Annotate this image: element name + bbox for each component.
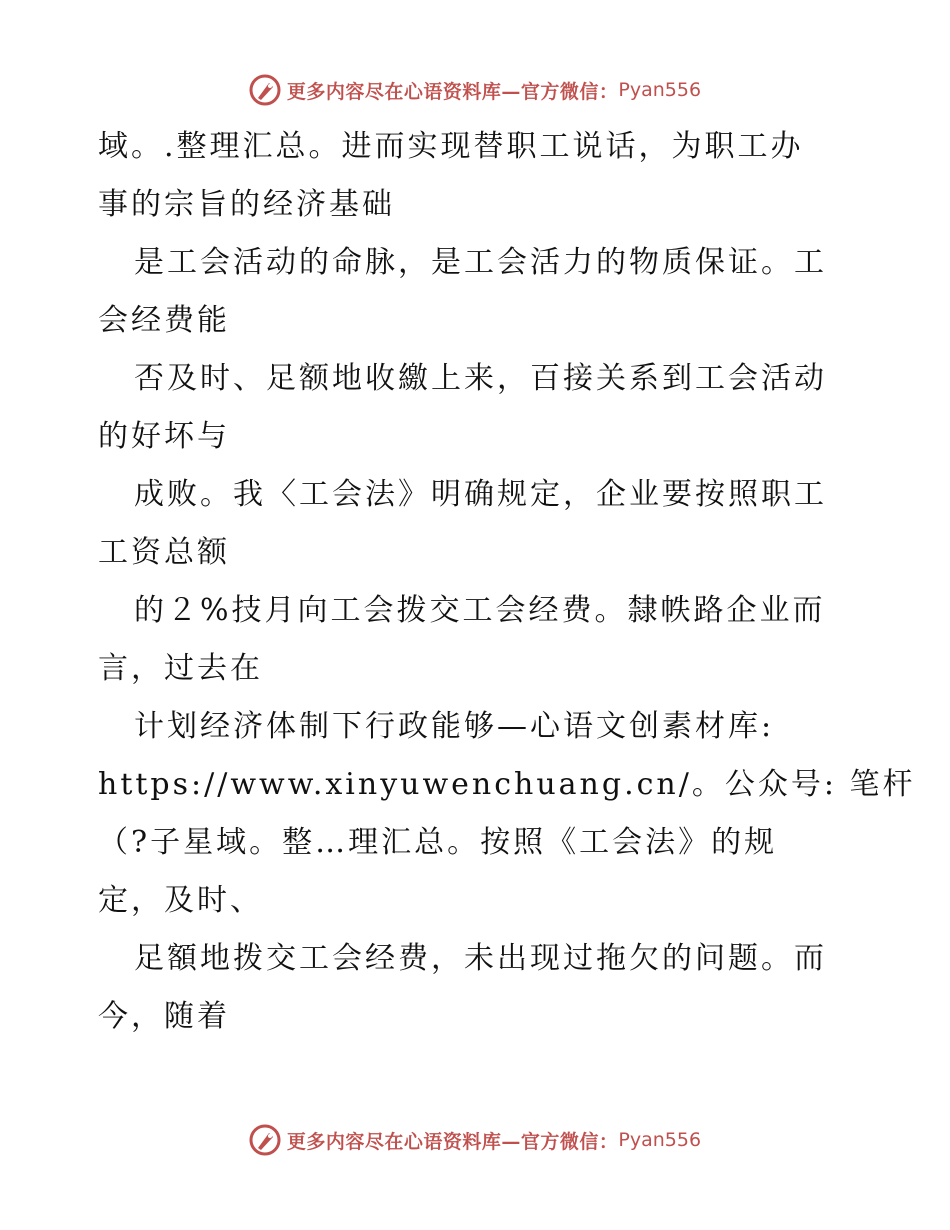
pen-nib-logo-icon <box>249 74 281 106</box>
watermark-text: 更多内容尽在心语资料库—官方微信： <box>286 1130 619 1153</box>
watermark-contact: Pyan556 <box>618 79 702 101</box>
text-line: 计划经济体制下行政能够—心语文创素材库: <box>134 709 775 744</box>
footer-watermark-banner <box>0 1120 950 1160</box>
header-watermark-banner <box>0 70 950 110</box>
text-line: 会经费能 <box>98 303 230 338</box>
watermark-text: 更多内容尽在心语资料库—官方微信： <box>286 80 619 103</box>
text-line: 言，过去在 <box>98 651 263 686</box>
text-line: 今，随着 <box>98 999 230 1034</box>
pen-nib-logo-icon <box>249 1124 281 1156</box>
text-line: 域。.整理汇总。进而实现替职工说话，为职工办 <box>98 129 804 164</box>
text-line: （?子星域。整…理汇总。按照《工会法》的规 <box>98 825 778 860</box>
text-line: 否及时、足额地收繳上来，百接关系到工会活动 <box>134 361 827 396</box>
text-line: 的２%技月向工会拨交工会经费。隸帙路企业而 <box>134 593 826 628</box>
text-line: 工资总额 <box>98 535 230 570</box>
watermark-contact: Pyan556 <box>618 1129 702 1151</box>
text-line: 事的宗旨的经济基础 <box>98 187 395 222</box>
text-line: 足額地拨交工会经费，未出现过拖欠的问题。而 <box>134 941 827 976</box>
text-line: https://www.xinyuwenchuang.cn/。公众号: 笔杆 <box>98 767 916 802</box>
document-body <box>98 118 916 1046</box>
text-line: 定，及时、 <box>98 883 263 918</box>
text-line: 是工会活动的命脉，是工会活力的物质保证。工 <box>134 245 827 280</box>
text-line: 的好坏与 <box>98 419 230 454</box>
text-line: 成败。我〈工会法》明确规定，企业要按照职工 <box>134 477 827 512</box>
